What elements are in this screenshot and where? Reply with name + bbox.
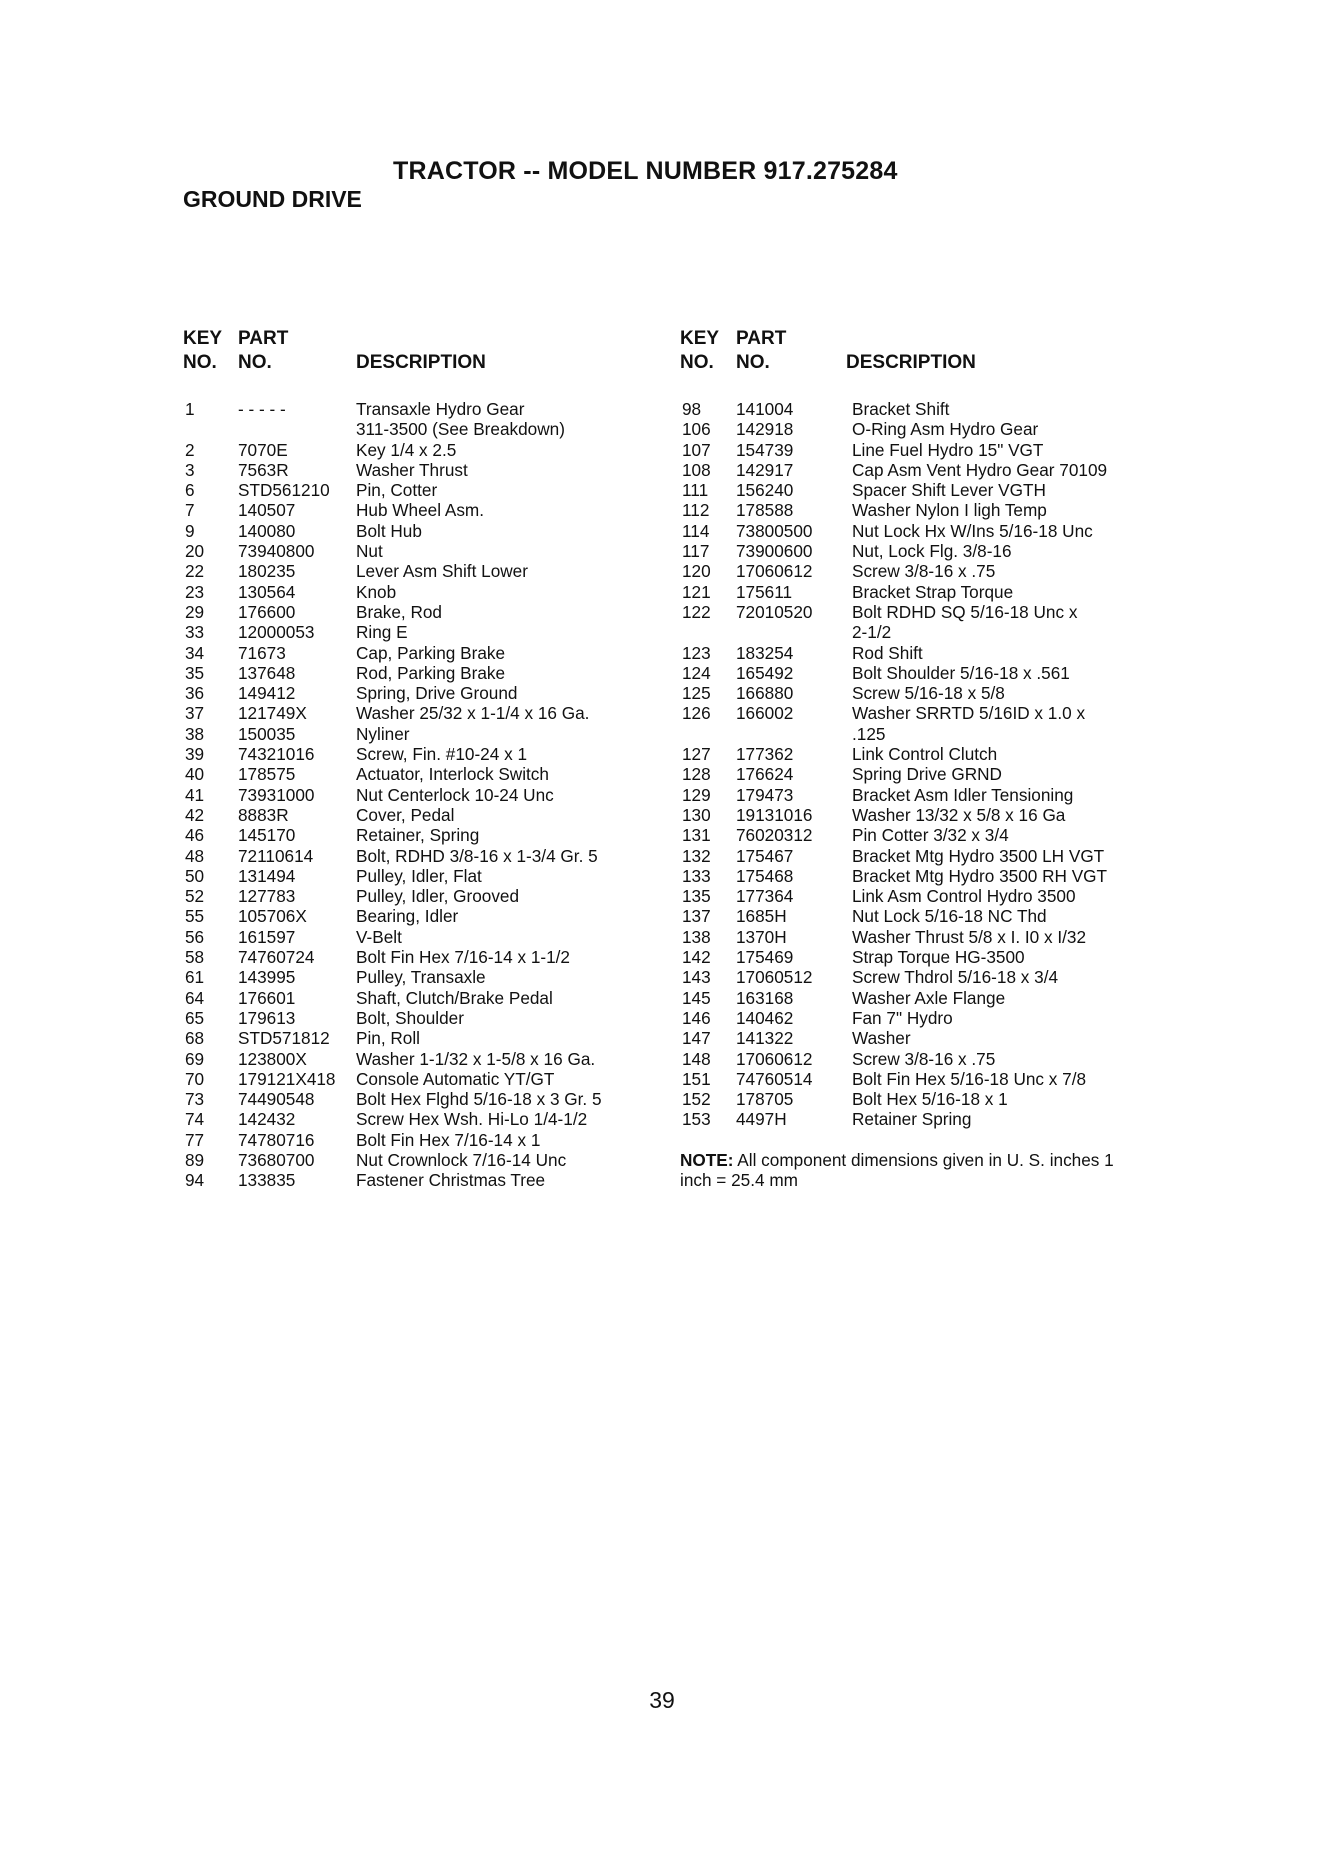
description: Washer Nylon I ligh Temp xyxy=(852,500,1047,521)
description: Pin, Roll xyxy=(356,1028,420,1049)
description: Link Control Clutch xyxy=(852,744,998,765)
description: Washer xyxy=(852,1028,911,1049)
description: Pin, Cotter xyxy=(356,480,438,501)
key-no: 22 xyxy=(185,561,205,582)
key-no: 41 xyxy=(185,784,205,805)
key-header-line1: KEY xyxy=(680,328,720,349)
description: Nut Centerlock 10-24 Unc xyxy=(356,784,554,805)
description: Bracket Strap Torque xyxy=(852,581,1014,602)
key-no: 131 xyxy=(682,825,711,846)
description: Hub Wheel Asm. xyxy=(356,500,484,521)
key-no: 126 xyxy=(682,703,711,724)
description: Strap Torque HG-3500 xyxy=(852,947,1025,968)
key-no: 111 xyxy=(682,480,709,501)
description: Screw 3/8-16 x .75 xyxy=(852,561,996,582)
key-no: 130 xyxy=(682,804,711,825)
description: Washer 13/32 x 5/8 x 16 Ga xyxy=(852,804,1066,825)
description: Washer Thrust xyxy=(356,459,468,480)
key-no: 145 xyxy=(682,987,711,1008)
key-no: 52 xyxy=(185,886,205,907)
description: Washer Axle Flange xyxy=(852,987,1006,1008)
key-no: 3 xyxy=(185,459,195,480)
key-no: 132 xyxy=(682,845,711,866)
description: Retainer, Spring xyxy=(356,825,480,846)
key-header-line2: NO. xyxy=(680,352,714,373)
part-no: 178705 xyxy=(736,1089,794,1110)
description: .125 xyxy=(852,723,886,744)
description: Spring Drive GRND xyxy=(852,764,1002,785)
part-no: 133835 xyxy=(238,1170,296,1191)
key-no: 122 xyxy=(682,601,711,622)
part-no: 175469 xyxy=(736,947,794,968)
key-no: 37 xyxy=(185,703,205,724)
part-no: 143995 xyxy=(238,967,296,988)
description: Screw Hex Wsh. Hi-Lo 1/4-1/2 xyxy=(356,1109,588,1130)
part-no: 130564 xyxy=(238,581,296,602)
key-no: 9 xyxy=(185,520,195,541)
key-no: 7 xyxy=(185,500,195,521)
description: V-Belt xyxy=(356,926,402,947)
key-no: 77 xyxy=(185,1129,205,1150)
key-no: 133 xyxy=(682,865,711,886)
key-no: 20 xyxy=(185,541,205,562)
key-no: 146 xyxy=(682,1007,711,1028)
part-no: 183254 xyxy=(736,642,794,663)
part-header-line1: PART xyxy=(238,328,289,349)
part-no: 140080 xyxy=(238,520,296,541)
description: Lever Asm Shift Lower xyxy=(356,561,528,582)
description: Rod, Parking Brake xyxy=(356,662,506,683)
key-no: 123 xyxy=(682,642,711,663)
description: Bolt, Shoulder xyxy=(356,1007,464,1028)
part-no: 141004 xyxy=(736,399,794,419)
part-no: 177364 xyxy=(736,886,794,907)
key-no: 114 xyxy=(682,520,710,541)
description: Pulley, Idler, Flat xyxy=(356,865,482,886)
part-no: 73800500 xyxy=(736,520,813,541)
part-header-line2: NO. xyxy=(238,352,272,373)
part-no: 165492 xyxy=(736,662,794,683)
part-no: 12000053 xyxy=(238,622,315,643)
key-no: 58 xyxy=(185,947,205,968)
key-no: 70 xyxy=(185,1068,205,1089)
key-no: 112 xyxy=(682,500,710,521)
description: Washer 25/32 x 1-1/4 x 16 Ga. xyxy=(356,703,590,724)
note-label: NOTE: xyxy=(680,1150,734,1170)
part-no: 163168 xyxy=(736,987,794,1008)
part-no: 73900600 xyxy=(736,541,813,562)
part-no: STD561210 xyxy=(238,480,330,501)
part-no: 150035 xyxy=(238,723,296,744)
key-no: 69 xyxy=(185,1048,205,1069)
part-no: 1685H xyxy=(736,906,787,927)
description: O-Ring Asm Hydro Gear xyxy=(852,419,1039,440)
key-no: 129 xyxy=(682,784,711,805)
key-no: 23 xyxy=(185,581,205,602)
description: Bolt RDHD SQ 5/16-18 Unc x xyxy=(852,601,1078,622)
description: Washer Thrust 5/8 x I. I0 x I/32 xyxy=(852,926,1087,947)
key-no: 56 xyxy=(185,926,205,947)
description: Transaxle Hydro Gear xyxy=(356,399,525,419)
description: Key 1/4 x 2.5 xyxy=(356,439,457,460)
key-no: 120 xyxy=(682,561,711,582)
part-no: 142918 xyxy=(736,419,794,440)
part-no: 72010520 xyxy=(736,601,813,622)
part-no: 176600 xyxy=(238,601,296,622)
description: Cover, Pedal xyxy=(356,804,455,825)
description-header: DESCRIPTION xyxy=(846,352,976,373)
key-no: 124 xyxy=(682,662,711,683)
description: 311-3500 (See Breakdown) xyxy=(356,419,565,440)
part-no: 7070E xyxy=(238,439,288,460)
description: Screw 5/16-18 x 5/8 xyxy=(852,683,1005,704)
part-no: 149412 xyxy=(238,683,296,704)
part-no: 175611 xyxy=(736,581,793,602)
part-no: 1370H xyxy=(736,926,787,947)
key-no: 142 xyxy=(682,947,711,968)
description-header: DESCRIPTION xyxy=(356,352,486,373)
description: Bolt Hub xyxy=(356,520,422,541)
key-header-line1: KEY xyxy=(183,328,223,349)
key-no: 6 xyxy=(185,480,195,501)
key-no: 143 xyxy=(682,967,711,988)
description: Nut Lock Hx W/Ins 5/16-18 Unc xyxy=(852,520,1093,541)
description: Link Asm Control Hydro 3500 xyxy=(852,886,1076,907)
note xyxy=(680,1150,1140,1191)
key-no: 65 xyxy=(185,1007,205,1028)
part-no: 177362 xyxy=(736,744,794,765)
key-no: 147 xyxy=(682,1028,711,1049)
description: 2-1/2 xyxy=(852,622,892,643)
key-no: 117 xyxy=(682,541,710,562)
key-no: 135 xyxy=(682,886,711,907)
key-no: 74 xyxy=(185,1109,205,1130)
key-no: 64 xyxy=(185,987,205,1008)
description: Cap, Parking Brake xyxy=(356,642,506,663)
description: Screw 3/8-16 x .75 xyxy=(852,1048,996,1069)
part-no: 74760514 xyxy=(736,1068,813,1089)
part-no: 74760724 xyxy=(238,947,315,968)
description: Fastener Christmas Tree xyxy=(356,1170,546,1191)
part-header-line2: NO. xyxy=(736,352,770,373)
part-no: 7563R xyxy=(238,459,289,480)
part-no: 180235 xyxy=(238,561,296,582)
part-no: 73931000 xyxy=(238,784,315,805)
part-no: 131494 xyxy=(238,865,296,886)
part-no: 123800X xyxy=(238,1048,307,1069)
description: Nut xyxy=(356,541,383,562)
description: Ring E xyxy=(356,622,408,643)
description: Knob xyxy=(356,581,397,602)
part-no: 76020312 xyxy=(736,825,813,846)
part-no: 74490548 xyxy=(238,1089,315,1110)
key-no: 42 xyxy=(185,804,205,825)
part-no: 17060612 xyxy=(736,1048,813,1069)
key-no: 40 xyxy=(185,764,205,785)
section-title: GROUND DRIVE xyxy=(183,186,362,212)
part-no: 178575 xyxy=(238,764,296,785)
key-no: 1 xyxy=(185,399,195,419)
part-no: 178588 xyxy=(736,500,794,521)
key-no: 138 xyxy=(682,926,711,947)
description: Line Fuel Hydro 15" VGT xyxy=(852,439,1044,460)
part-no: 140507 xyxy=(238,500,296,521)
part-no: 166880 xyxy=(736,683,794,704)
part-no: 127783 xyxy=(238,886,296,907)
part-no: 71673 xyxy=(238,642,286,663)
description: Actuator, Interlock Switch xyxy=(356,764,549,785)
description: Rod Shift xyxy=(852,642,923,663)
description: Bracket Mtg Hydro 3500 LH VGT xyxy=(852,845,1105,866)
key-no: 33 xyxy=(185,622,205,643)
description: Washer SRRTD 5/16ID x 1.0 x xyxy=(852,703,1086,724)
description: Washer 1-1/32 x 1-5/8 x 16 Ga. xyxy=(356,1048,596,1069)
part-no: STD571812 xyxy=(238,1028,330,1049)
description: Bracket Mtg Hydro 3500 RH VGT xyxy=(852,865,1108,886)
page-number: 39 xyxy=(649,1687,675,1713)
description: Shaft, Clutch/Brake Pedal xyxy=(356,987,553,1008)
part-no: 137648 xyxy=(238,662,296,683)
description: Bolt Fin Hex 5/16-18 Unc x 7/8 xyxy=(852,1068,1087,1089)
part-no: 121749X xyxy=(238,703,307,724)
description: Bolt Fin Hex 7/16-14 x 1 xyxy=(356,1129,541,1150)
description: Pulley, Idler, Grooved xyxy=(356,886,520,907)
description: Bolt Shoulder 5/16-18 x .561 xyxy=(852,662,1070,683)
part-no: 141322 xyxy=(736,1028,794,1049)
description: Bolt Hex Flghd 5/16-18 x 3 Gr. 5 xyxy=(356,1089,602,1110)
part-no: 74321016 xyxy=(238,744,315,765)
part-no: 73940800 xyxy=(238,541,315,562)
part-no: - - - - - xyxy=(238,399,286,419)
key-no: 50 xyxy=(185,865,205,886)
description: Fan 7" Hydro xyxy=(852,1007,953,1028)
description: Console Automatic YT/GT xyxy=(356,1068,555,1089)
description: Spring, Drive Ground xyxy=(356,683,518,704)
key-no: 73 xyxy=(185,1089,205,1110)
part-no: 142917 xyxy=(736,459,794,480)
key-no: 36 xyxy=(185,683,205,704)
part-no: 179121X418 xyxy=(238,1068,336,1089)
description: Retainer Spring xyxy=(852,1109,972,1130)
part-no: 156240 xyxy=(736,480,794,501)
key-no: 127 xyxy=(682,744,711,765)
description: Brake, Rod xyxy=(356,601,442,622)
key-no: 38 xyxy=(185,723,205,744)
key-no: 89 xyxy=(185,1149,205,1170)
key-no: 153 xyxy=(682,1109,711,1130)
key-no: 121 xyxy=(682,581,711,602)
part-no: 142432 xyxy=(238,1109,296,1130)
part-no: 175468 xyxy=(736,865,794,886)
part-no: 105706X xyxy=(238,906,307,927)
part-no: 74780716 xyxy=(238,1129,315,1150)
key-no: 48 xyxy=(185,845,205,866)
key-header-line2: NO. xyxy=(183,352,217,373)
key-no: 108 xyxy=(682,459,711,480)
part-no: 179473 xyxy=(736,784,794,805)
description: Bearing, Idler xyxy=(356,906,459,927)
key-no: 55 xyxy=(185,906,205,927)
part-no: 176624 xyxy=(736,764,794,785)
part-no: 8883R xyxy=(238,804,289,825)
description: Nut, Lock Flg. 3/8-16 xyxy=(852,541,1012,562)
part-header-line1: PART xyxy=(736,328,787,349)
key-no: 35 xyxy=(185,662,205,683)
note-text: All component dimensions given in U. S. inches 1 inch = 25.4 mm xyxy=(680,1150,1114,1191)
part-no: 166002 xyxy=(736,703,794,724)
description: Pulley, Transaxle xyxy=(356,967,486,988)
key-no: 107 xyxy=(682,439,711,460)
part-no: 4497H xyxy=(736,1109,787,1130)
part-no: 145170 xyxy=(238,825,296,846)
description: Bracket Asm Idler Tensioning xyxy=(852,784,1074,805)
description: Nut Lock 5/16-18 NC Thd xyxy=(852,906,1047,927)
part-no: 140462 xyxy=(736,1007,794,1028)
description: Bolt, RDHD 3/8-16 x 1-3/4 Gr. 5 xyxy=(356,845,598,866)
key-no: 61 xyxy=(185,967,205,988)
part-no: 73680700 xyxy=(238,1149,315,1170)
key-no: 94 xyxy=(185,1170,205,1191)
part-no: 19131016 xyxy=(736,804,813,825)
key-no: 151 xyxy=(682,1068,711,1089)
description: Bolt Hex 5/16-18 x 1 xyxy=(852,1089,1008,1110)
key-no: 2 xyxy=(185,439,195,460)
part-no: 161597 xyxy=(238,926,296,947)
key-no: 98 xyxy=(682,399,702,419)
key-no: 125 xyxy=(682,683,711,704)
key-no: 39 xyxy=(185,744,205,765)
description: Screw, Fin. #10-24 x 1 xyxy=(356,744,528,765)
description: Bracket Shift xyxy=(852,399,950,419)
description: Nyliner xyxy=(356,723,410,744)
description: Spacer Shift Lever VGTH xyxy=(852,480,1046,501)
key-no: 68 xyxy=(185,1028,205,1049)
key-no: 128 xyxy=(682,764,711,785)
key-no: 152 xyxy=(682,1089,711,1110)
part-no: 17060612 xyxy=(736,561,813,582)
description: Bolt Fin Hex 7/16-14 x 1-1/2 xyxy=(356,947,570,968)
part-no: 175467 xyxy=(736,845,794,866)
part-no: 154739 xyxy=(736,439,794,460)
part-no: 72110614 xyxy=(238,845,314,866)
part-no: 179613 xyxy=(238,1007,296,1028)
part-no: 17060512 xyxy=(736,967,813,988)
key-no: 29 xyxy=(185,601,205,622)
key-no: 34 xyxy=(185,642,205,663)
description: Pin Cotter 3/32 x 3/4 xyxy=(852,825,1009,846)
page-title: TRACTOR -- MODEL NUMBER 917.275284 xyxy=(393,157,898,185)
key-no: 148 xyxy=(682,1048,711,1069)
key-no: 106 xyxy=(682,419,711,440)
key-no: 137 xyxy=(682,906,711,927)
part-no: 176601 xyxy=(238,987,296,1008)
description: Nut Crownlock 7/16-14 Unc xyxy=(356,1149,567,1170)
description: Cap Asm Vent Hydro Gear 70109 xyxy=(852,459,1108,480)
description: Screw Thdrol 5/16-18 x 3/4 xyxy=(852,967,1059,988)
key-no: 46 xyxy=(185,825,205,846)
